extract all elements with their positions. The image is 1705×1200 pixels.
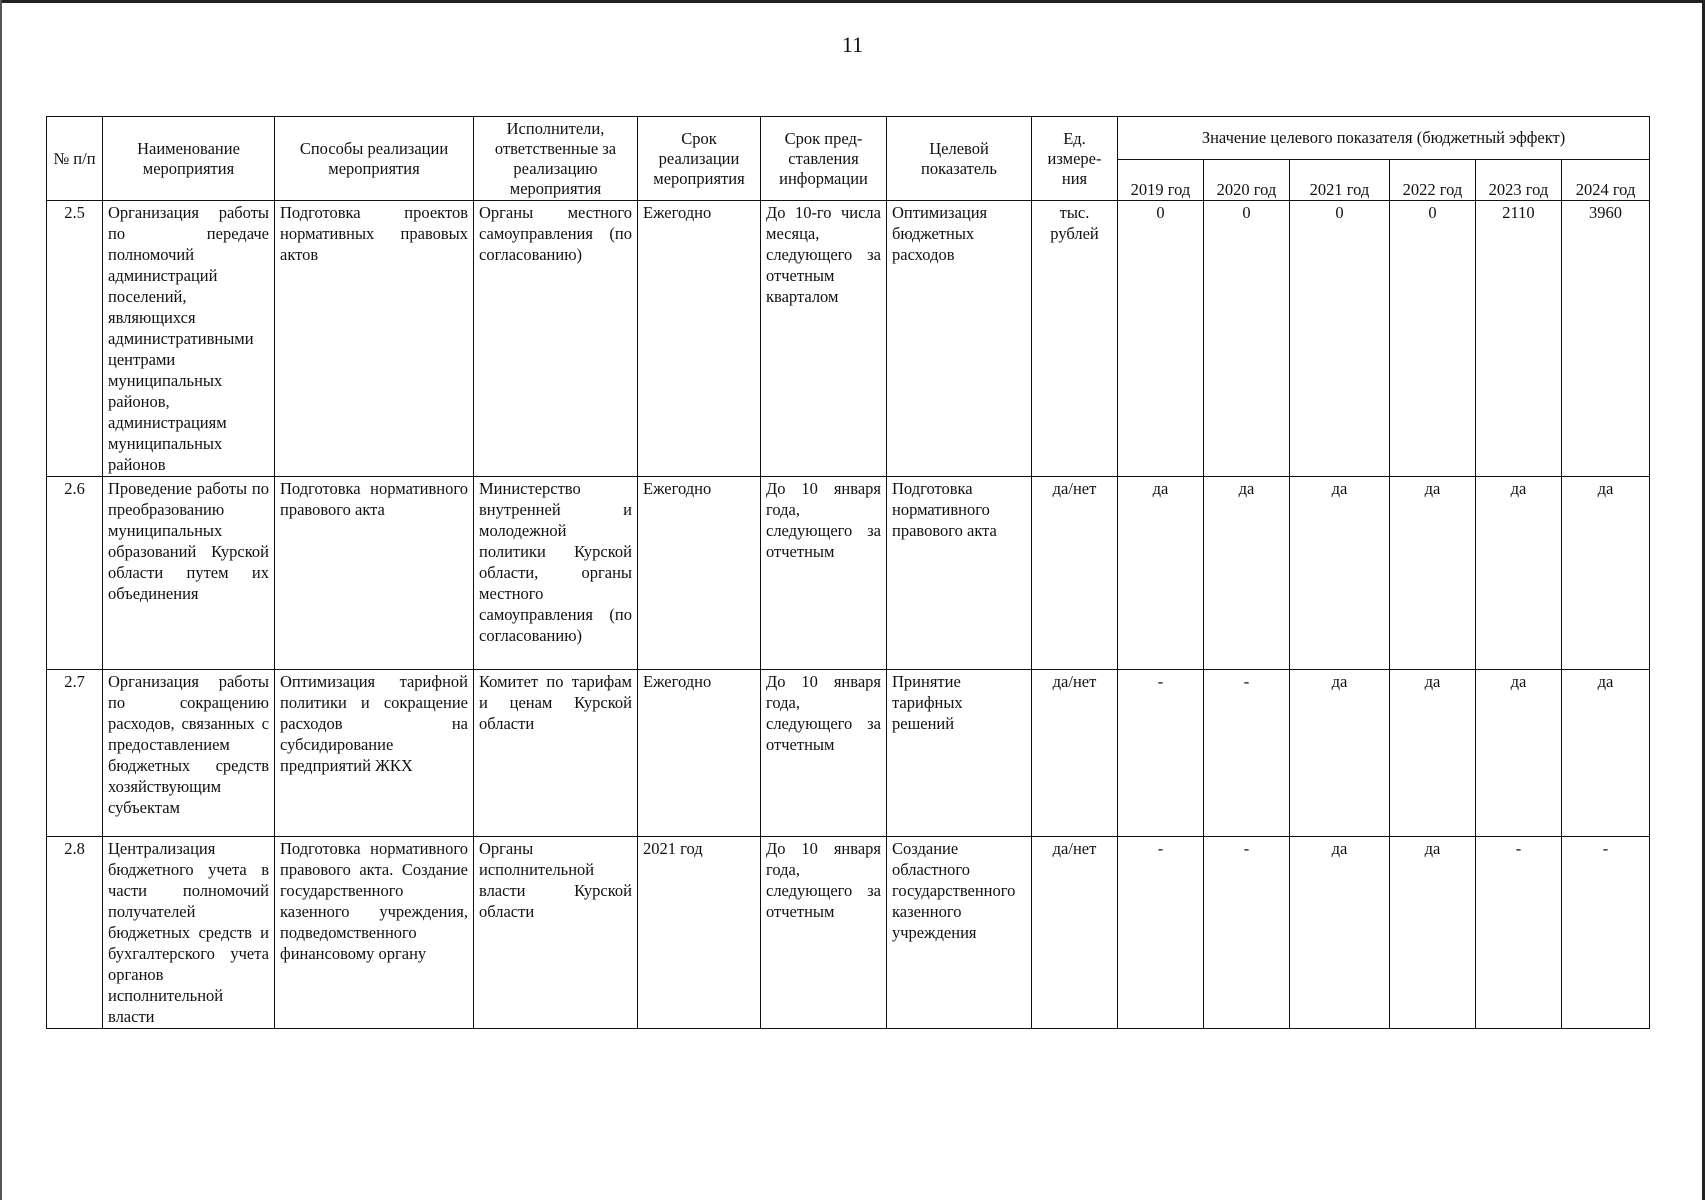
row-name: Организация работы по сокращению расходов, связанных с предоставлением бюджетных средств хозяйствующим субъектам: [103, 670, 275, 837]
row-methods: Подготовка нормативного правового акта. Создание государственного казенного учреждения, подведомственного финансовому органу: [275, 837, 474, 1029]
row-term: Ежегодно: [638, 201, 761, 477]
row-target: Оптимизация бюджетных расходов: [887, 201, 1032, 477]
header-target: Целевой показатель: [887, 117, 1032, 201]
row-value: да: [1290, 477, 1390, 670]
page-top-border: [0, 0, 1705, 3]
row-value: да: [1390, 837, 1476, 1029]
row-num: 2.8: [47, 837, 103, 1029]
row-value: -: [1476, 837, 1562, 1029]
row-value: -: [1204, 837, 1290, 1029]
row-report-term: До 10 января года, следующего за отчетным: [761, 837, 887, 1029]
header-methods: Способы реализации мероприятия: [275, 117, 474, 201]
header-term: Срок реализации мероприятия: [638, 117, 761, 201]
row-report-term: До 10-го числа месяца, следующего за отчетным кварталом: [761, 201, 887, 477]
page-left-border: [0, 0, 2, 1200]
header-value-group: Значение целевого показателя (бюджетный эффект): [1118, 117, 1650, 160]
row-name: Проведение работы по преобразованию муниципальных образований Курской области путем их объединения: [103, 477, 275, 670]
row-report-term: До 10 января года, следующего за отчетным: [761, 477, 887, 670]
row-value: да: [1390, 670, 1476, 837]
row-value: -: [1204, 670, 1290, 837]
header-year: 2019 год: [1118, 160, 1204, 201]
page-number: 11: [841, 32, 864, 57]
row-value: да: [1562, 477, 1650, 670]
row-num: 2.7: [47, 670, 103, 837]
row-value: да: [1118, 477, 1204, 670]
row-value: да: [1390, 477, 1476, 670]
row-executors: Комитет по тарифам и ценам Курской области: [474, 670, 638, 837]
header-year: 2023 год: [1476, 160, 1562, 201]
row-term: 2021 год: [638, 837, 761, 1029]
header-report-term: Срок пред-ставления информации: [761, 117, 887, 201]
row-target: Подготовка нормативного правового акта: [887, 477, 1032, 670]
row-value: -: [1118, 837, 1204, 1029]
header-num: № п/п: [47, 117, 103, 201]
row-executors: Министерство внутренней и молодежной политики Курской области, органы местного самоуправления (по согласованию): [474, 477, 638, 670]
header-year: 2021 год: [1290, 160, 1390, 201]
header-year: 2024 год: [1562, 160, 1650, 201]
row-num: 2.6: [47, 477, 103, 670]
row-value: 0: [1204, 201, 1290, 477]
row-target: Создание областного государственного казенного учреждения: [887, 837, 1032, 1029]
row-unit: да/нет: [1032, 837, 1118, 1029]
row-executors: Органы местного самоуправления (по согласованию): [474, 201, 638, 477]
row-value: да: [1476, 477, 1562, 670]
header-name: Наименование мероприятия: [103, 117, 275, 201]
row-methods: Подготовка нормативного правового акта: [275, 477, 474, 670]
row-value: да: [1290, 670, 1390, 837]
row-value: 0: [1390, 201, 1476, 477]
row-target: Принятие тарифных решений: [887, 670, 1032, 837]
measures-table: [46, 116, 1650, 1029]
header-executors: Исполнители, ответственные за реализацию мероприятия: [474, 117, 638, 201]
row-methods: Оптимизация тарифной политики и сокращение расходов на субсидирование предприятий ЖКХ: [275, 670, 474, 837]
header-row: [47, 117, 1650, 160]
row-unit: да/нет: [1032, 477, 1118, 670]
row-value: да: [1476, 670, 1562, 837]
row-value: 0: [1290, 201, 1390, 477]
row-value: да: [1290, 837, 1390, 1029]
row-name: Организация работы по передаче полномочий администраций поселений, являющихся административными центрами муниципальных районов, администрациям муниципальных районов: [103, 201, 275, 477]
row-value: да: [1204, 477, 1290, 670]
table-row: [47, 477, 1650, 670]
row-value: -: [1118, 670, 1204, 837]
row-term: Ежегодно: [638, 477, 761, 670]
row-unit: да/нет: [1032, 670, 1118, 837]
row-unit: тыс. рублей: [1032, 201, 1118, 477]
row-value: -: [1562, 837, 1650, 1029]
table-row: [47, 201, 1650, 477]
header-year: 2020 год: [1204, 160, 1290, 201]
header-year: 2022 год: [1390, 160, 1476, 201]
row-value: 2110: [1476, 201, 1562, 477]
row-methods: Подготовка проектов нормативных правовых актов: [275, 201, 474, 477]
header-unit: Ед. измере-ния: [1032, 117, 1118, 201]
row-value: да: [1562, 670, 1650, 837]
row-report-term: До 10 января года, следующего за отчетным: [761, 670, 887, 837]
row-num: 2.5: [47, 201, 103, 477]
table-row: [47, 670, 1650, 837]
row-term: Ежегодно: [638, 670, 761, 837]
row-value: 3960: [1562, 201, 1650, 477]
row-executors: Органы исполнительной власти Курской области: [474, 837, 638, 1029]
table-row: [47, 837, 1650, 1029]
row-value: 0: [1118, 201, 1204, 477]
row-name: Централизация бюджетного учета в части полномочий получателей бюджетных средств и бухгалтерского учета органов исполнительной власти: [103, 837, 275, 1029]
